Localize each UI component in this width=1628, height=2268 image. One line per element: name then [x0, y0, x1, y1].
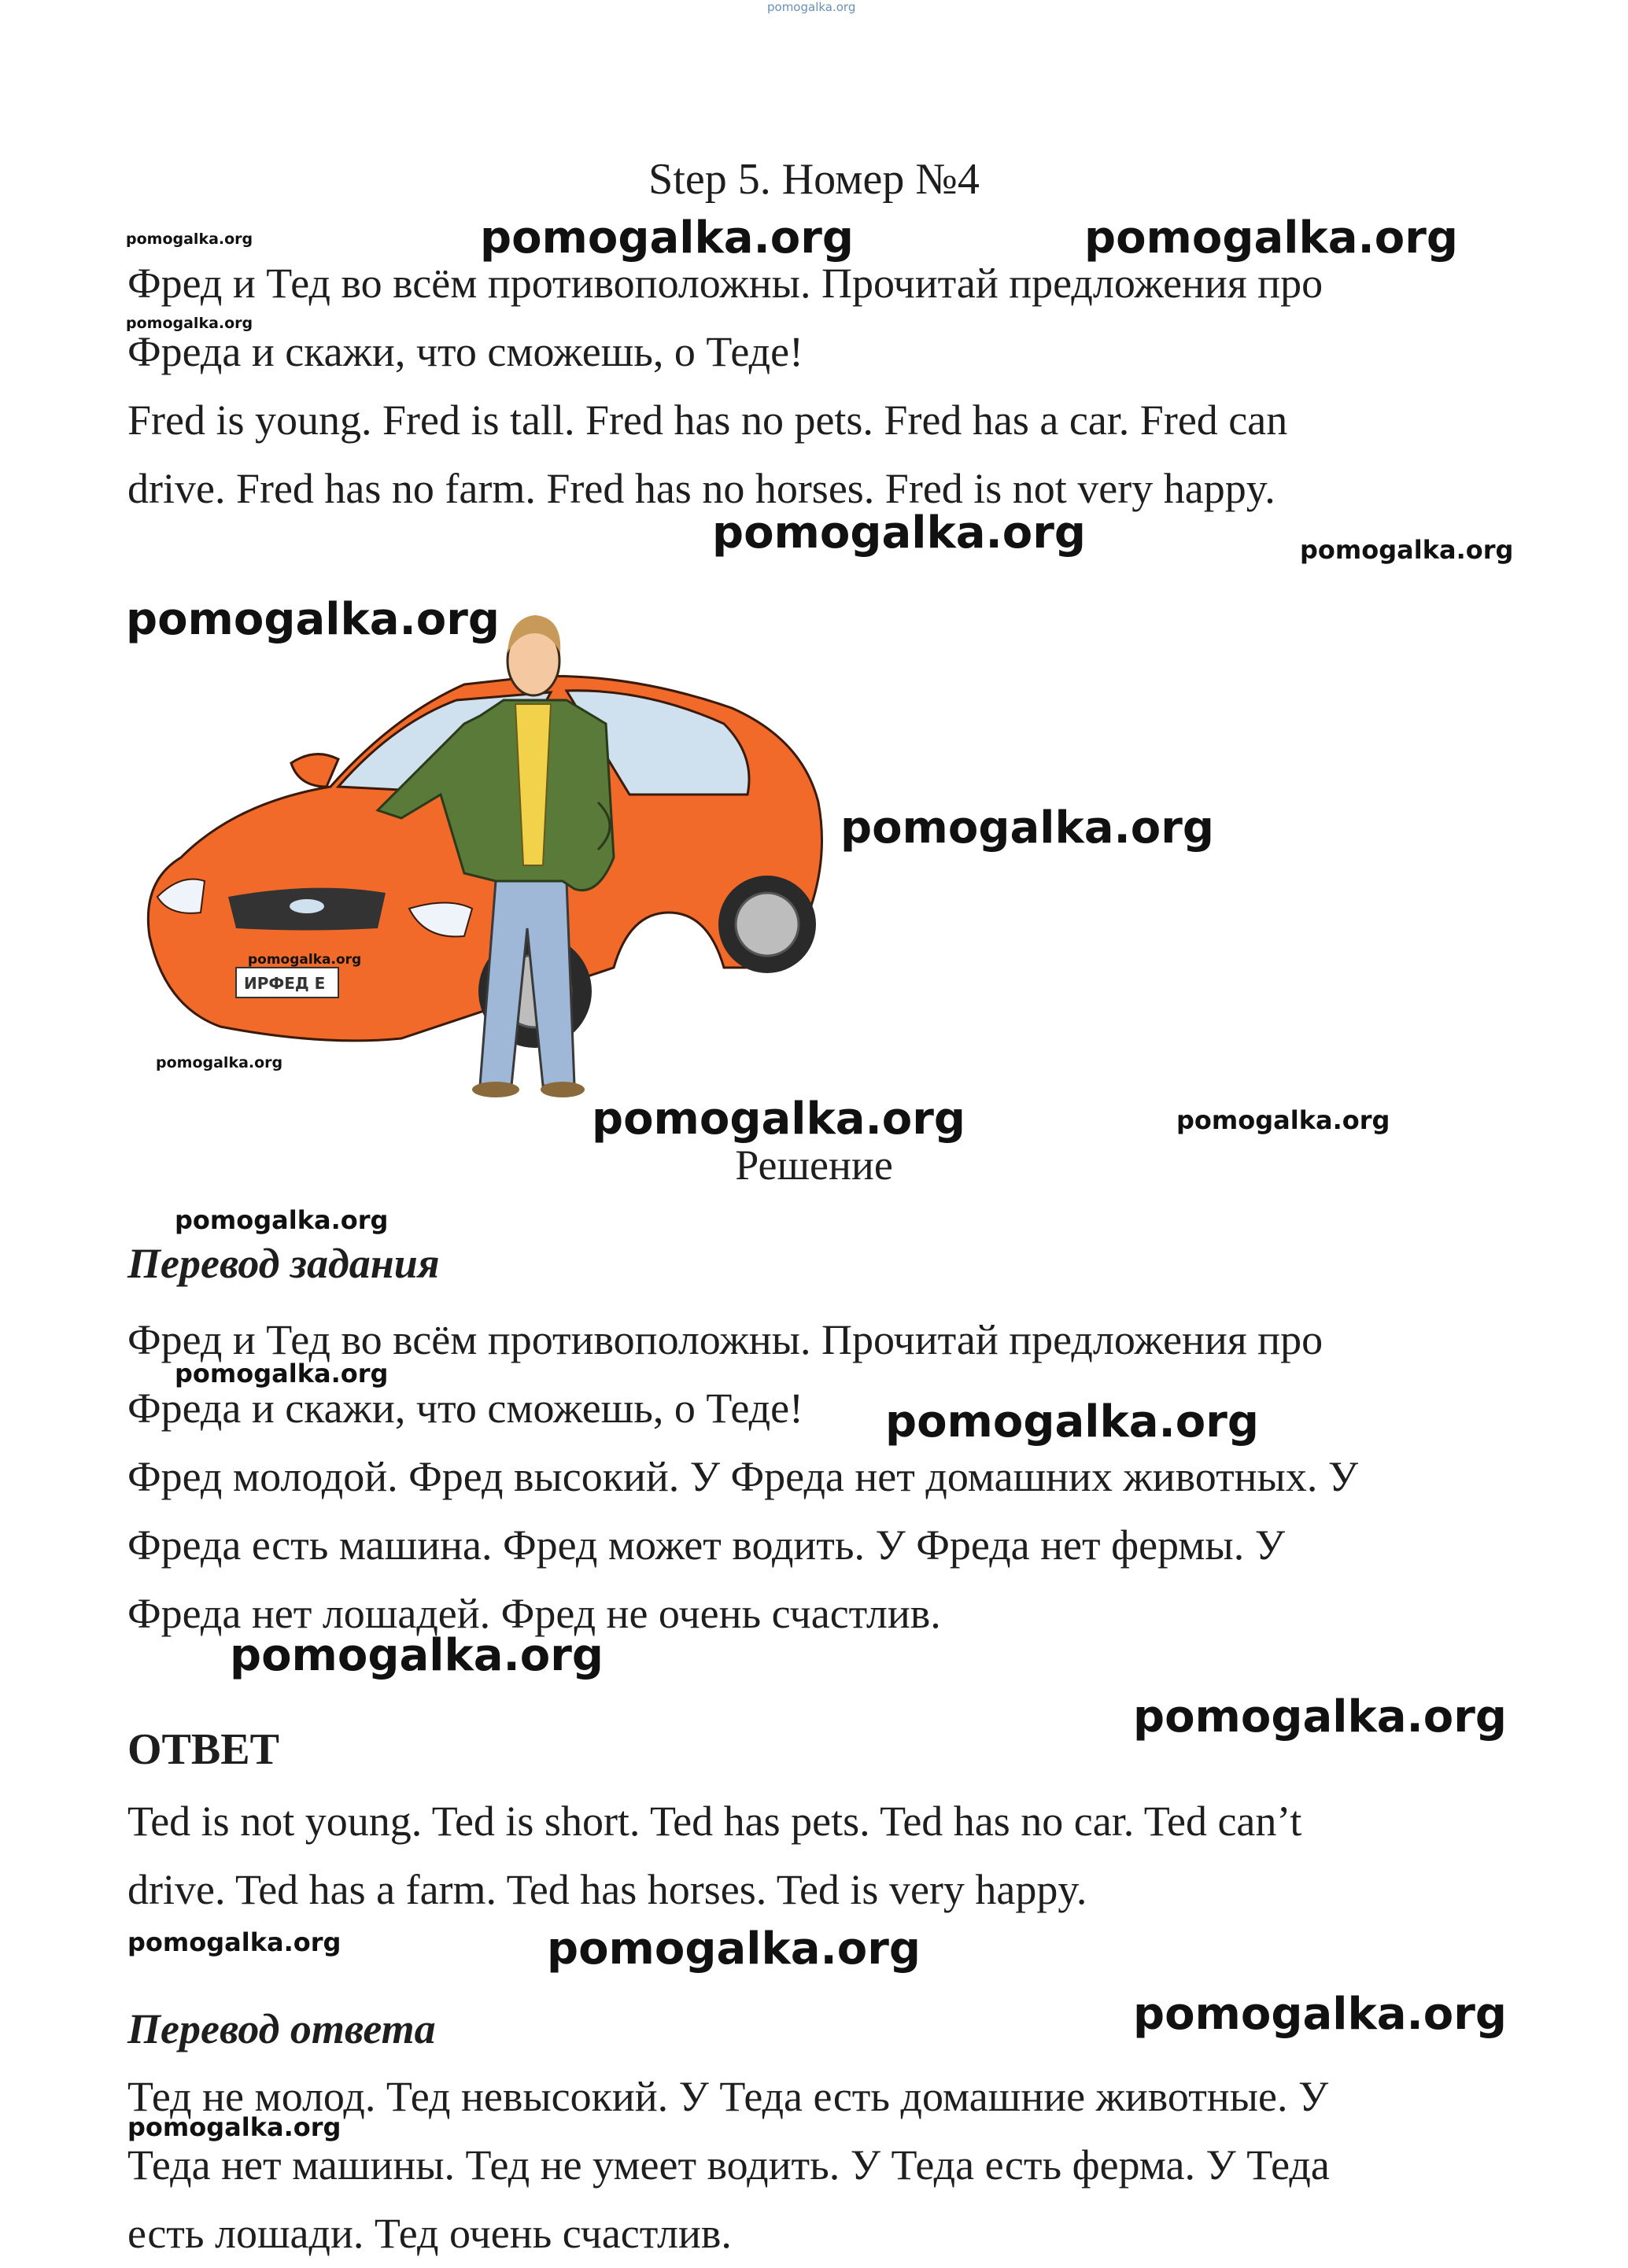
answer-text: [127, 1787, 1512, 1924]
translation-task-text: [127, 1306, 1512, 1648]
car-mirror: [291, 754, 338, 787]
task-line: Фред и Тед во всём противоположны. Прочитай предложения про: [127, 260, 1323, 307]
watermark: pomogalka.org: [126, 594, 500, 645]
watermark: pomogalka.org: [126, 315, 253, 332]
translation-task-heading: Перевод задания: [127, 1240, 440, 1287]
watermark: pomogalka.org: [127, 2112, 341, 2142]
watermark: pomogalka.org: [127, 1927, 341, 1957]
watermark: pomogalka.org: [175, 1359, 389, 1388]
translation-answer-heading: Перевод ответа: [127, 2005, 436, 2052]
translation-answer-line: есть лошади. Тед очень счастлив.: [127, 2210, 732, 2257]
translation-answer-line: Тед не молод. Тед невысокий. У Теда есть домашние животные. У: [127, 2073, 1329, 2120]
illustration-car-and-man: [126, 598, 834, 1101]
watermark: pomogalka.org: [1133, 1691, 1507, 1742]
watermark: pomogalka.org: [885, 1396, 1259, 1447]
translation-task-line: Фреда и скажи, что сможешь, о Теде!: [127, 1385, 804, 1432]
watermark: pomogalka.org: [230, 1630, 604, 1681]
task-text: [127, 249, 1512, 523]
watermark: pomogalka.org: [592, 1093, 965, 1145]
translation-task-line: Фред молодой. Фред высокий. У Фреда нет домашних животных. У: [127, 1453, 1359, 1500]
task-line: drive. Fred has no farm. Fred has no horses. Fred is not very happy.: [127, 465, 1275, 512]
page-title: Step 5. Номер №4: [648, 155, 980, 204]
answer-heading: ОТВЕТ: [127, 1725, 279, 1774]
watermark: pomogalka.org: [547, 1923, 921, 1975]
watermark: pomogalka.org: [126, 230, 253, 248]
watermark: pomogalka.org: [1300, 535, 1514, 565]
translation-task-line: Фреда нет лошадей. Фред не очень счастлив.: [127, 1590, 941, 1637]
answer-line: drive. Ted has a farm. Ted has horses. Ted is very happy.: [127, 1866, 1087, 1913]
task-line: Fred is young. Fred is tall. Fred has no pets. Fred has a car. Fred can: [127, 396, 1288, 444]
license-plate-number: ИРФЕД Е: [244, 974, 326, 993]
watermark: pomogalka.org: [175, 1205, 389, 1235]
solution-label: Решение: [735, 1141, 893, 1189]
watermark: pomogalka.org: [1084, 212, 1458, 264]
translation-answer-text: [127, 2063, 1512, 2268]
top-watermark: pomogalka.org: [767, 0, 856, 14]
translation-task-line: Фреда есть машина. Фред может водить. У Фреда нет фермы. У: [127, 1521, 1285, 1569]
watermark: pomogalka.org: [712, 507, 1086, 559]
watermark: pomogalka.org: [840, 802, 1214, 854]
watermark: pomogalka.org: [1176, 1105, 1390, 1135]
task-line: Фреда и скажи, что сможешь, о Теде!: [127, 328, 804, 375]
answer-line: Ted is not young. Ted is short. Ted has pets. Ted has no car. Ted can’t: [127, 1798, 1302, 1845]
watermark: pomogalka.org: [1133, 1989, 1507, 2040]
translation-task-line: Фред и Тед во всём противоположны. Прочитай предложения про: [127, 1316, 1323, 1363]
translation-answer-line: Теда нет машины. Тед не умеет водить. У Теда есть ферма. У Теда: [127, 2141, 1330, 2189]
watermark: pomogalka.org: [156, 1054, 283, 1071]
watermark: pomogalka.org: [480, 212, 854, 264]
plate-watermark: pomogalka.org: [248, 952, 362, 968]
